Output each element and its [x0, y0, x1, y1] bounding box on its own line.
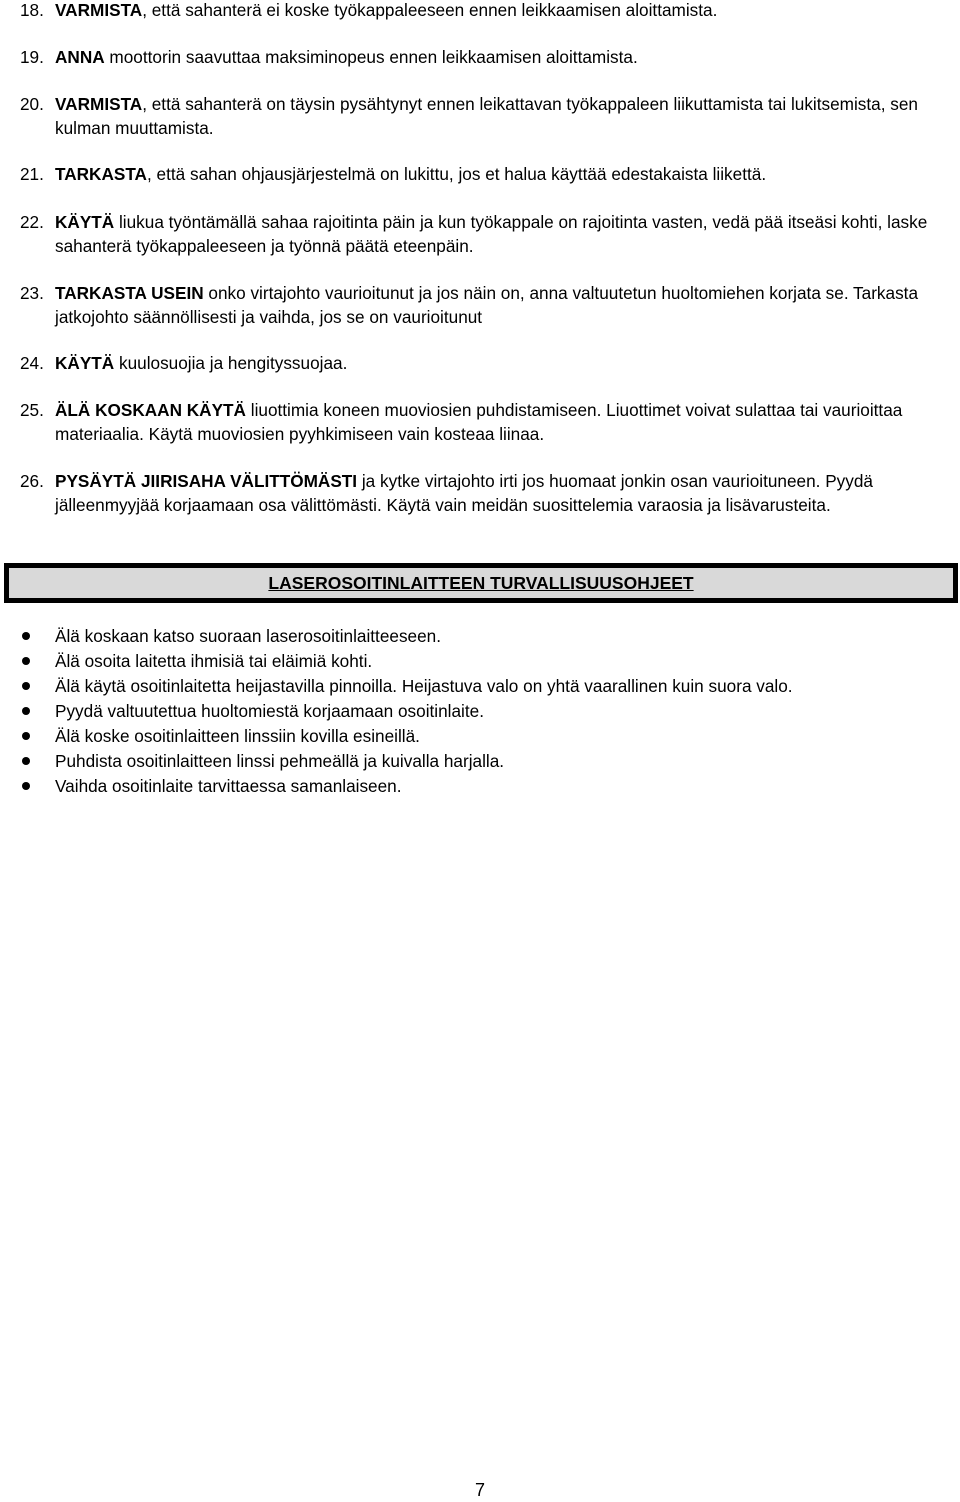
bullet-text: Älä koskaan katso suoraan laserosoitinlaitteeseen. — [55, 626, 441, 646]
bullet-text: Älä koske osoitinlaitteen linssiin kovilla esineillä. — [55, 726, 420, 746]
bullet-icon — [22, 682, 30, 690]
item-text: liuottimia koneen muoviosien puhdistamiseen. Liuottimet voivat sulattaa tai vaurioittaa materiaalia. Käytä muoviosien pyyhkimiseen vain kosteaa liinaa. — [55, 400, 903, 444]
bullet-item — [22, 774, 942, 798]
bullet-icon — [22, 707, 30, 715]
instruction-item-22 — [20, 210, 950, 258]
item-text: ja kytke virtajohto irti jos huomaat jonkin osan vaurioituneen. Pyydä jälleenmyyjää korjaamaan osa välittömästi. Käytä vain meidän suosittelemia varaosia ja lisävarusteita. — [55, 471, 873, 515]
bullet-item — [22, 724, 942, 748]
bullet-icon — [22, 757, 30, 765]
bullet-icon — [22, 782, 30, 790]
bullet-item — [22, 624, 942, 648]
item-keyword: ANNA — [55, 47, 105, 67]
bullet-item — [22, 749, 942, 773]
instruction-item-23 — [20, 281, 950, 329]
item-keyword: ÄLÄ KOSKAAN KÄYTÄ — [55, 400, 246, 420]
instruction-item-21 — [20, 162, 950, 186]
bullet-text: Vaihda osoitinlaite tarvittaessa samanlaiseen. — [55, 776, 402, 796]
bullet-text: Älä käytä osoitinlaitetta heijastavilla pinnoilla. Heijastuva valo on yhtä vaarallinen kuin suora valo. — [55, 676, 793, 696]
instruction-item-19 — [20, 45, 950, 69]
bullet-icon — [22, 732, 30, 740]
item-keyword: TARKASTA — [55, 164, 147, 184]
bullet-item — [22, 674, 942, 698]
instruction-item-26 — [20, 469, 950, 517]
item-number: 19. — [20, 47, 44, 67]
item-number: 22. — [20, 212, 44, 232]
item-text: kuulosuojia ja hengityssuojaa. — [114, 353, 348, 373]
item-text: , että sahan ohjausjärjestelmä on lukittu, jos et halua käyttää edestakaista liikettä. — [146, 164, 767, 184]
item-keyword: VARMISTA — [55, 94, 143, 114]
bullet-text: Puhdista osoitinlaitteen linssi pehmeällä ja kuivalla harjalla. — [55, 751, 505, 771]
instruction-item-25 — [20, 398, 950, 446]
item-keyword: TARKASTA USEIN — [55, 283, 204, 303]
bullet-icon — [22, 632, 30, 640]
item-number: 25. — [20, 400, 44, 420]
item-number: 24. — [20, 353, 44, 373]
item-keyword: KÄYTÄ — [55, 353, 115, 373]
item-number: 20. — [20, 94, 44, 114]
item-number: 18. — [20, 0, 44, 20]
item-keyword: PYSÄYTÄ JIIRISAHA VÄLITTÖMÄSTI — [55, 471, 358, 491]
instruction-item-24 — [20, 351, 950, 375]
item-number: 21. — [20, 164, 44, 184]
page-number: 7 — [474, 1480, 485, 1500]
item-text: , että sahanterä ei koske työkappaleeseen ennen leikkaamisen aloittamista. — [142, 0, 718, 20]
bullet-item — [22, 699, 942, 723]
bullet-text: Pyydä valtuutettua huoltomiestä korjaamaan osoitinlaite. — [55, 701, 484, 721]
instruction-item-20 — [20, 92, 950, 140]
bullet-text: Älä osoita laitetta ihmisiä tai eläimiä kohti. — [55, 651, 373, 671]
item-keyword: VARMISTA — [55, 0, 143, 20]
instruction-item-18 — [20, 0, 950, 22]
item-keyword: KÄYTÄ — [55, 212, 115, 232]
item-number: 26. — [20, 471, 44, 491]
item-text: , että sahanterä on täysin pysähtynyt ennen leikattavan työkappaleen liikuttamista tai lukitsemista, sen kulman muuttamista. — [55, 94, 918, 138]
bullet-icon — [22, 657, 30, 665]
section-title: LASEROSOITINLAITTEEN TURVALLISUUSOHJEET — [268, 573, 694, 593]
section-title-banner — [4, 563, 958, 603]
item-number: 23. — [20, 283, 44, 303]
item-text: liukua työntämällä sahaa rajoitinta päin ja kun työkappale on rajoitinta vasten, vedä pää itseäsi kohti, laske sahanterä työkappaleeseen ja työnnä päätä eteenpäin. — [55, 212, 928, 256]
item-text: onko virtajohto vaurioitunut ja jos näin on, anna valtuutetun huoltomiehen korjata se. Tarkasta jatkojohto säännöllisesti ja vaihda, jos se on vaurioitunut — [55, 283, 919, 327]
bullet-item — [22, 649, 942, 673]
item-text: moottorin saavuttaa maksiminopeus ennen leikkaamisen aloittamista. — [104, 47, 638, 67]
